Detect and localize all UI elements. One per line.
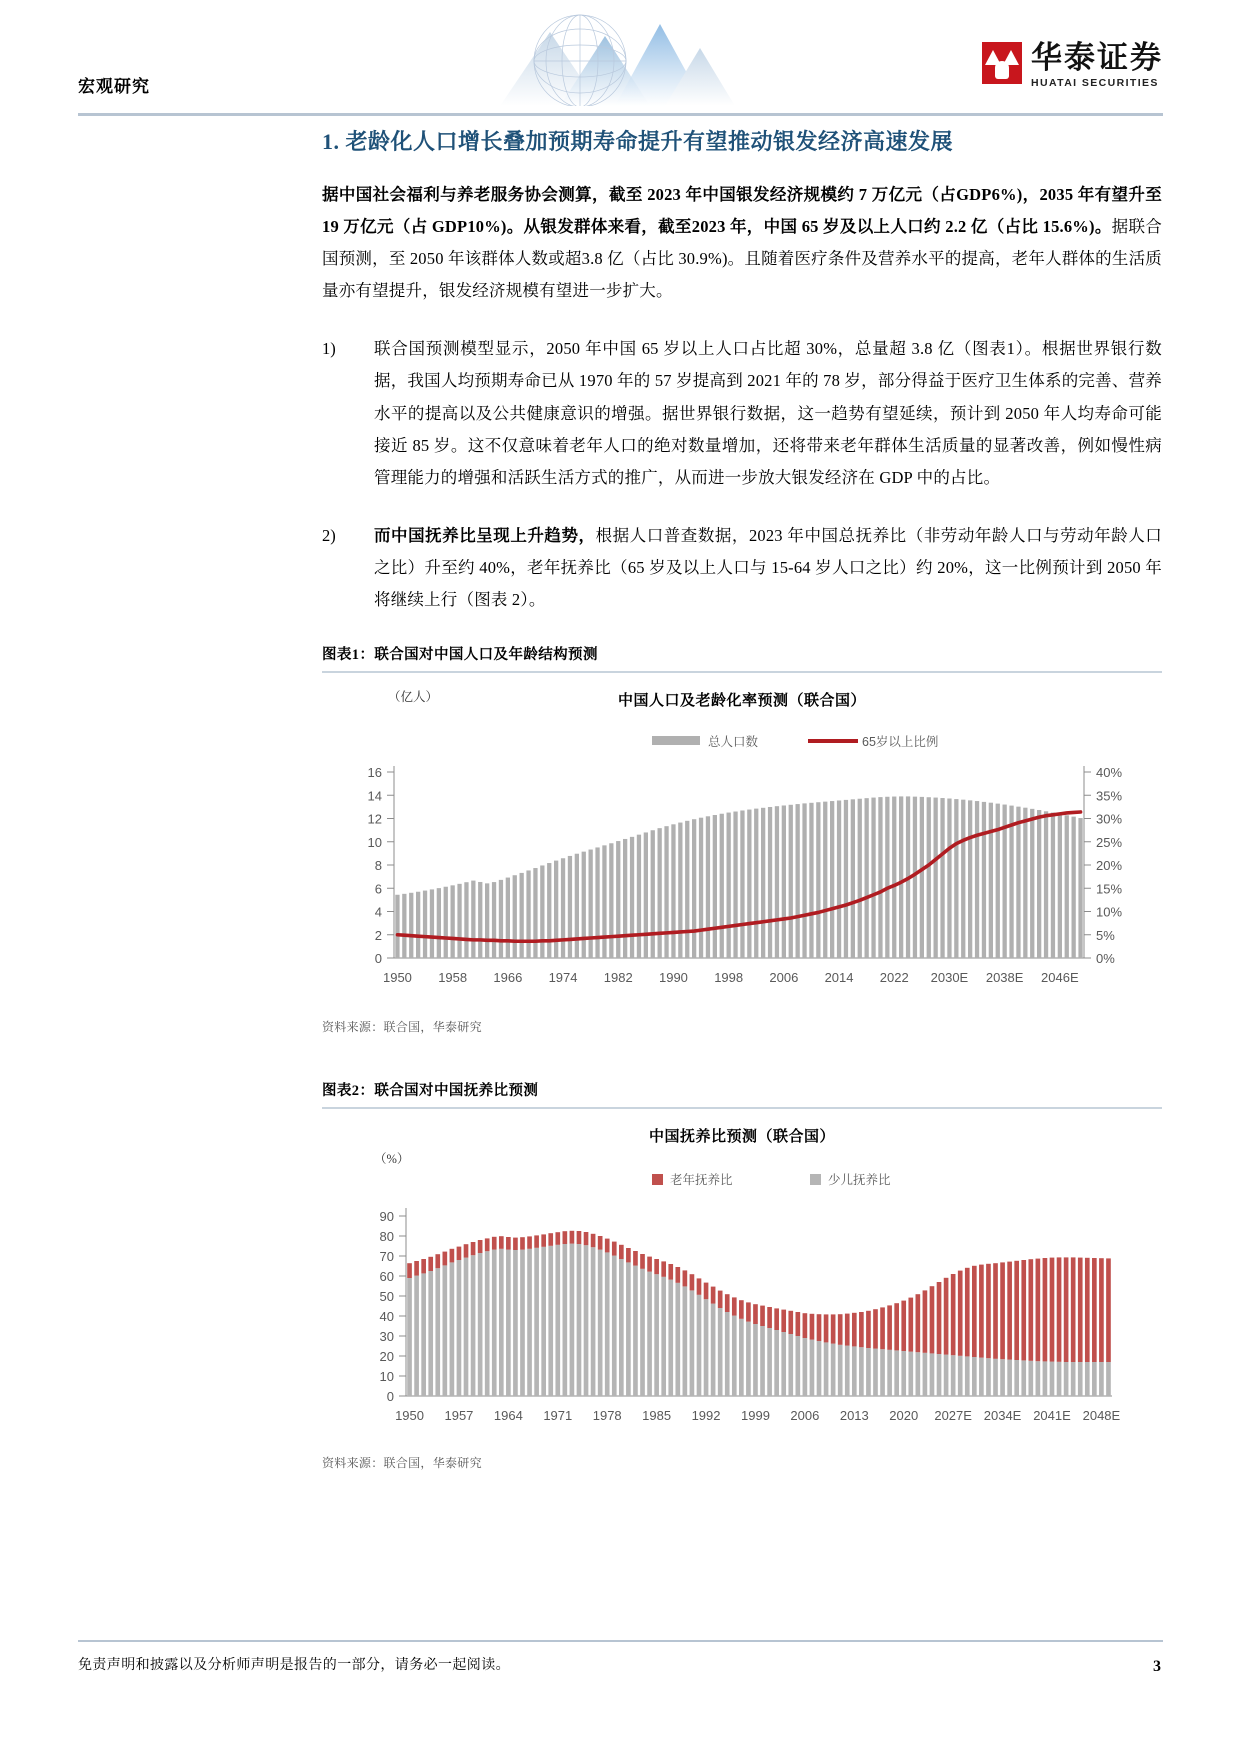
- svg-text:8: 8: [374, 857, 382, 873]
- svg-text:4: 4: [374, 904, 382, 920]
- huatai-logo: [982, 42, 1163, 89]
- svg-text:10: 10: [379, 1368, 394, 1384]
- svg-text:80: 80: [379, 1228, 394, 1244]
- svg-text:40%: 40%: [1096, 764, 1123, 780]
- chart-2-y-unit: （%）: [374, 1151, 410, 1166]
- svg-text:14: 14: [367, 787, 382, 803]
- svg-text:2046E: 2046E: [1041, 969, 1079, 985]
- lead-paragraph: [322, 179, 1162, 308]
- chart-1-title: 中国人口及老龄化率预测（联合国）: [617, 692, 866, 709]
- svg-text:70: 70: [379, 1248, 394, 1264]
- exhibit-2-caption: 图表2：联合国对中国抚养比预测: [322, 1082, 539, 1099]
- svg-text:2022: 2022: [879, 969, 909, 985]
- chart-2: [322, 1115, 1162, 1446]
- list-item: [322, 520, 1162, 617]
- svg-text:1950: 1950: [395, 1407, 424, 1423]
- svg-text:50: 50: [379, 1288, 394, 1304]
- svg-text:0: 0: [374, 950, 382, 966]
- svg-text:2014: 2014: [824, 969, 854, 985]
- header-decoration-graphic: [430, 14, 760, 106]
- exhibit-2: [322, 1079, 1162, 1471]
- svg-text:16: 16: [367, 764, 382, 780]
- svg-text:60: 60: [379, 1268, 394, 1284]
- svg-text:1982: 1982: [603, 969, 633, 985]
- exhibit-1-caption: 图表1：联合国对中国人口及年龄结构预测: [322, 646, 598, 663]
- chart-2-plot: [322, 1146, 1162, 1446]
- svg-text:1999: 1999: [741, 1407, 770, 1423]
- svg-text:30: 30: [379, 1328, 394, 1344]
- svg-text:2038E: 2038E: [985, 969, 1024, 985]
- header-divider: [78, 113, 1163, 116]
- footer-divider: [78, 1640, 1163, 1642]
- footer-disclaimer: 免责声明和披露以及分析师声明是报告的一部分，请务必一起阅读。: [78, 1658, 510, 1673]
- logo-name-cn: 华泰证券: [1031, 40, 1163, 75]
- svg-text:30%: 30%: [1096, 811, 1123, 827]
- lead-normal-text: 据联合国预测，至 2050 年该群体人数或超3.8 亿（占比 30.9%)。且随着医疗条件及营养水平的提高，老年人群体的生活质量亦有望提升，银发经济规模有望进一步扩大。: [322, 216, 1162, 301]
- chart-1: [322, 679, 1162, 1010]
- svg-text:0%: 0%: [1096, 950, 1115, 966]
- svg-text:65岁以上比例: 65岁以上比例: [862, 734, 939, 749]
- svg-text:1950: 1950: [382, 969, 412, 985]
- main-content: [322, 128, 1162, 1471]
- chart-1-y-unit: （亿人）: [388, 689, 439, 704]
- svg-text:总人口数: 总人口数: [708, 734, 759, 749]
- section-title: 1. 老龄化人口增长叠加预期寿命提升有望推动银发经济高速发展: [322, 129, 954, 154]
- svg-text:1998: 1998: [714, 969, 744, 985]
- exhibit-1: [322, 643, 1162, 1035]
- svg-text:2048E: 2048E: [1082, 1407, 1121, 1423]
- exhibit-1-source: 资料来源：联合国，华泰研究: [322, 1019, 482, 1034]
- page-header: [0, 0, 1241, 118]
- svg-text:1985: 1985: [642, 1407, 672, 1423]
- chart-1-plot: [322, 710, 1162, 1010]
- list-item-text: 联合国预测模型显示，2050 年中国 65 岁以上人口占比超 30%，总量超 3.8 亿（图表1）。根据世界银行数据，我国人均预期寿命已从 1970 年的 57 岁提高到 2021 年的 78 岁，部分得益于医疗卫生体系的完善、营养水平的提高以及公共健康意识的增强。据世界银行数据，这一趋势有望延续，预计到 2050 年人均寿命可能接近 85 岁。这不仅意味着老年人口的绝对数量增加，还将带来老年群体生活质量的显著改善，例如慢性病管理能力的增强和活跃生活方式的推广，从而进一步放大银发经济在 GDP 中的占比。: [374, 339, 1162, 487]
- exhibit-2-source: 资料来源：联合国，华泰研究: [322, 1455, 482, 1470]
- list-item-number: 1): [322, 339, 336, 359]
- svg-text:1974: 1974: [548, 969, 578, 985]
- svg-text:6: 6: [374, 880, 382, 896]
- svg-text:2027E: 2027E: [934, 1407, 972, 1423]
- svg-text:15%: 15%: [1096, 880, 1123, 896]
- svg-text:2006: 2006: [790, 1407, 820, 1423]
- list-item-body: 根据人口普查数据，2023 年中国总抚养比（非劳动年龄人口与劳动年龄人口之比）升至约 40%，老年抚养比（65 岁及以上人口与 15-64 岁人口之比）约 20%，这一比例预计到 2050 年将继续上行（图表 2）。: [374, 526, 1162, 610]
- logo-name-en: HUATAI SECURITIES: [1031, 77, 1159, 89]
- chart-2-title: 中国抚养比预测（联合国）: [648, 1128, 835, 1145]
- svg-text:12: 12: [367, 811, 382, 827]
- svg-text:2041E: 2041E: [1033, 1407, 1071, 1423]
- report-category: 宏观研究: [78, 77, 150, 96]
- huatai-logo-mark-icon: [982, 42, 1022, 84]
- svg-text:5%: 5%: [1096, 927, 1115, 943]
- list-item-text: [374, 520, 1162, 617]
- svg-text:1990: 1990: [658, 969, 688, 985]
- svg-text:2020: 2020: [889, 1407, 919, 1423]
- svg-text:10: 10: [367, 834, 382, 850]
- svg-text:1966: 1966: [493, 969, 523, 985]
- svg-text:2030E: 2030E: [930, 969, 969, 985]
- svg-text:2006: 2006: [769, 969, 799, 985]
- lead-bold-text: 据中国社会福利与养老服务协会测算，截至 2023 年中国银发经济规模约 7 万亿元（占GDP6%)，2035 年有望升至 19 万亿元（占 GDP10%)。从银发群体来看，截至2023 年，中国 65 岁及以上人口约 2.2 亿（占比 15.6%)。: [322, 184, 1162, 236]
- page-number: 3: [1153, 1658, 1161, 1675]
- exhibit-1-divider: [322, 671, 1162, 673]
- svg-text:老年抚养比: 老年抚养比: [670, 1172, 733, 1187]
- list-item-number: 2): [322, 526, 336, 546]
- svg-text:35%: 35%: [1096, 787, 1123, 803]
- svg-text:25%: 25%: [1096, 834, 1123, 850]
- svg-text:10%: 10%: [1096, 904, 1123, 920]
- svg-text:20: 20: [379, 1348, 394, 1364]
- list-item: [322, 333, 1162, 494]
- svg-text:1957: 1957: [444, 1407, 474, 1423]
- svg-text:1978: 1978: [592, 1407, 622, 1423]
- exhibit-2-divider: [322, 1107, 1162, 1109]
- svg-text:1958: 1958: [438, 969, 468, 985]
- svg-text:2: 2: [374, 927, 382, 943]
- svg-text:40: 40: [379, 1308, 394, 1324]
- svg-text:1964: 1964: [493, 1407, 523, 1423]
- list-item-bold-lead: 而中国抚养比呈现上升趋势，: [374, 526, 596, 546]
- svg-text:20%: 20%: [1096, 857, 1123, 873]
- svg-text:0: 0: [386, 1388, 394, 1404]
- svg-text:2013: 2013: [839, 1407, 869, 1423]
- svg-text:90: 90: [379, 1208, 394, 1224]
- svg-text:少儿抚养比: 少儿抚养比: [828, 1172, 891, 1187]
- svg-text:1971: 1971: [543, 1407, 573, 1423]
- svg-text:1992: 1992: [691, 1407, 721, 1423]
- svg-text:2034E: 2034E: [983, 1407, 1022, 1423]
